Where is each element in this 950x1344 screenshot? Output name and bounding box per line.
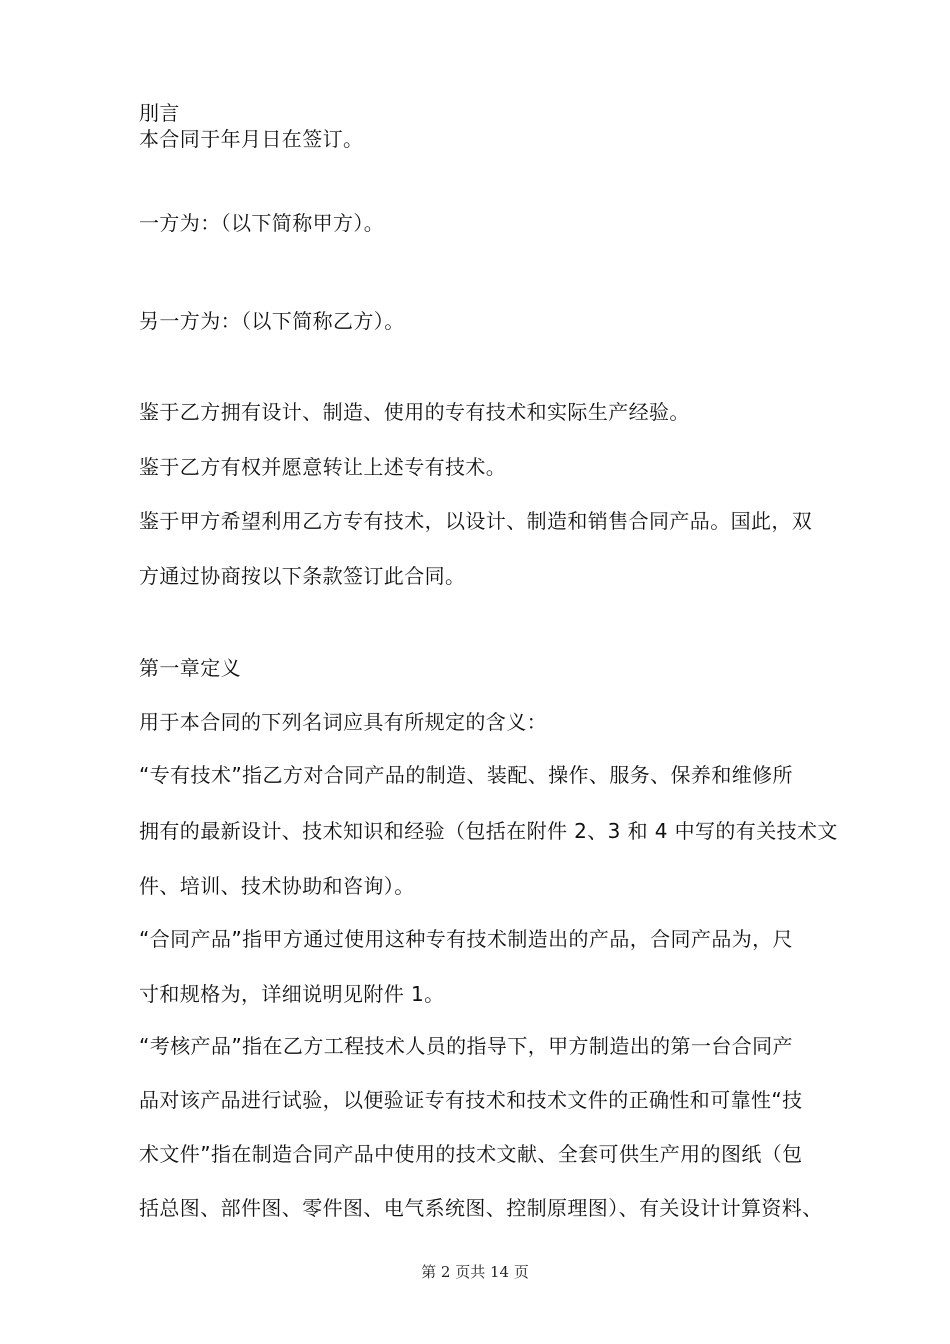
definition-paragraph: 品对该产品进行试验，以便验证专有技术和技术文件的正确性和可靠性“技: [139, 1088, 803, 1112]
definition-paragraph: 术文件”指在制造合同产品中使用的技术文献、全套可供生产用的图纸（包: [139, 1142, 803, 1166]
recital-paragraph: 鉴于乙方有权并愿意转让上述专有技术。: [139, 455, 507, 479]
definition-paragraph: 拥有的最新设计、技术知识和经验（包括在附件 2、3 和 4 中写的有关技术文: [139, 819, 838, 843]
preface-heading: 刖言: [139, 101, 180, 125]
contract-date-line: 本合同于年月日在签订。: [139, 127, 364, 151]
definition-paragraph: 寸和规格为，详细说明见附件 1。: [139, 982, 445, 1006]
recital-paragraph: 方通过协商按以下条款签订此合同。: [139, 564, 466, 588]
party-a-line: 一方为：（以下简称甲方）。: [139, 211, 385, 235]
definition-paragraph: 件、培训、技术协助和咨询）。: [139, 874, 415, 898]
recital-paragraph: 鉴于甲方希望利用乙方专有技术，以设计、制造和销售合同产品。国此，双: [139, 509, 813, 533]
recital-paragraph: 鉴于乙方拥有设计、制造、使用的专有技术和实际生产经验。: [139, 400, 690, 424]
page-number-footer: 第 2 页共 14 页: [421, 1263, 529, 1281]
definition-paragraph: “考核产品”指在乙方工程技术人员的指导下，甲方制造出的第一台合同产: [139, 1034, 793, 1058]
definition-paragraph: “合同产品”指甲方通过使用这种专有技术制造出的产品，合同产品为，尺: [139, 927, 793, 951]
party-b-line: 另一方为：（以下简称乙方）。: [139, 309, 405, 333]
definition-paragraph: 括总图、部件图、零件图、电气系统图、控制原理图）、有关设计计算资料、: [139, 1196, 823, 1220]
definitions-intro: 用于本合同的下列名词应具有所规定的含义：: [139, 710, 547, 734]
definition-paragraph: “专有技术”指乙方对合同产品的制造、装配、操作、服务、保养和维修所: [139, 763, 793, 787]
chapter-heading: 第一章定义: [139, 656, 241, 680]
